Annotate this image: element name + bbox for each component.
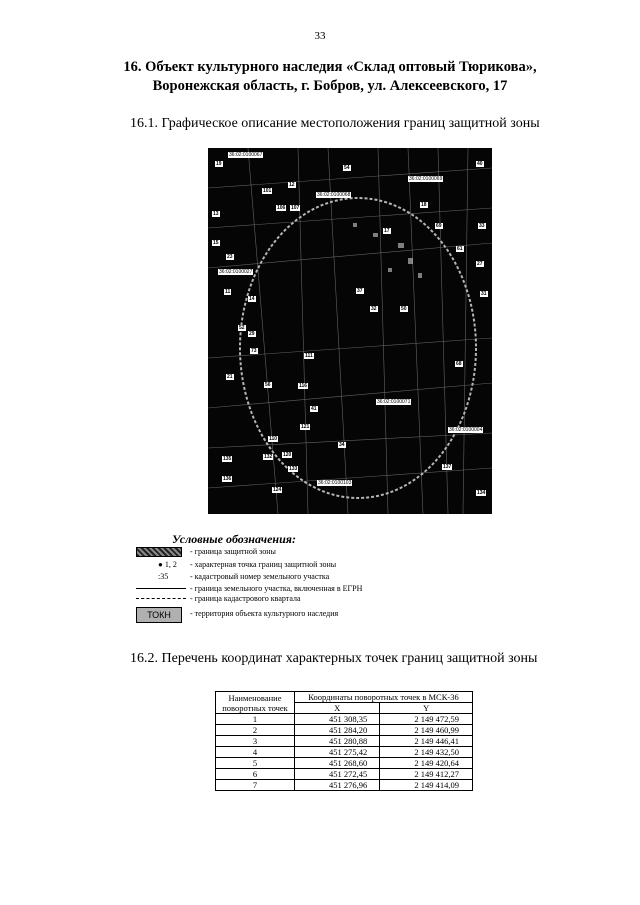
heritage-territory-swatch-icon: ТОКН <box>136 607 182 623</box>
point-label: 116 <box>299 383 308 389</box>
cell-point: 4 <box>216 747 295 758</box>
cell-point: 1 <box>216 714 295 725</box>
title-line-2: Воронежская область, г. Бобров, ул. Алексеевского, 17 <box>152 78 508 94</box>
cell-y: 2 149 414,09 <box>380 780 473 791</box>
legend-text: - характерная точка границ защитной зоны <box>190 560 337 569</box>
point-label: 107 <box>291 205 300 211</box>
point-label: 21 <box>227 374 233 380</box>
quarter-boundary-line-icon <box>136 598 186 599</box>
point-label: 27 <box>477 261 483 267</box>
section-heading-graphic: 16.1. Графическое описание местоположения границ защитной зоны <box>130 116 540 131</box>
point-label: 137 <box>443 464 452 470</box>
page-number: 33 <box>314 30 326 42</box>
cell-x: 451 284,20 <box>295 725 380 736</box>
cadastral-label: 36:02:0100004 <box>449 427 483 433</box>
legend-text: - кадастровый номер земельного участка <box>190 572 330 581</box>
cell-point: 6 <box>216 769 295 780</box>
point-label: 135 <box>223 456 232 462</box>
point-label: 14 <box>249 296 255 302</box>
cadastral-number-symbol: :35 <box>158 572 169 581</box>
point-label: 17 <box>384 228 390 234</box>
point-label: 41 <box>311 406 317 412</box>
cell-x: 451 280,88 <box>295 736 380 747</box>
cell-y: 2 149 412,27 <box>380 769 473 780</box>
point-label: 124 <box>273 487 282 493</box>
zone-boundary-swatch-icon <box>136 547 182 557</box>
point-label: 106 <box>277 205 286 211</box>
point-label: 50 <box>401 306 407 312</box>
cell-point: 2 <box>216 725 295 736</box>
cell-point: 5 <box>216 758 295 769</box>
point-label: 136 <box>223 476 232 482</box>
cell-y: 2 149 420,64 <box>380 758 473 769</box>
point-label: 121 <box>301 424 310 430</box>
point-label: 61 <box>457 246 463 252</box>
point-label: 56 <box>265 382 271 388</box>
point-label: 33 <box>479 223 485 229</box>
point-symbol-icon: ● 1, 2 <box>158 560 177 569</box>
point-label: 69 <box>436 223 442 229</box>
cell-x: 451 308,35 <box>295 714 380 725</box>
cadastral-map <box>208 148 492 514</box>
point-label: 32 <box>371 306 377 312</box>
cell-point: 3 <box>216 736 295 747</box>
table-row <box>216 769 473 780</box>
cell-y: 2 149 460,99 <box>380 725 473 736</box>
table-row <box>216 714 473 725</box>
table-row <box>216 747 473 758</box>
point-label: 11 <box>225 289 231 295</box>
point-label: 111 <box>305 353 313 359</box>
cadastral-label: 36:02:0100068 <box>317 192 351 198</box>
point-label: 132 <box>264 454 273 460</box>
cell-x: 451 276,96 <box>295 780 380 791</box>
legend-text: - граница кадастрового квартала <box>190 594 301 603</box>
point-label: 31 <box>481 291 487 297</box>
header-point-name: Наименование поворотных точек <box>216 692 295 714</box>
cell-y: 2 149 472,59 <box>380 714 473 725</box>
legend-text: - территория объекта культурного наследия <box>190 609 339 618</box>
header-coordinates: Координаты поворотных точек в МСК-36 <box>295 692 473 703</box>
point-label: 37 <box>357 288 363 294</box>
title-line-1: 16. Объект культурного наследия «Склад оптовый Тюрикова», <box>123 59 537 75</box>
table-row <box>216 780 473 791</box>
legend-text: - граница защитной зоны <box>190 547 276 556</box>
header-x: X <box>295 703 380 714</box>
section-heading-coordinates: 16.2. Перечень координат характерных точек границ защитной зоны <box>130 651 538 666</box>
point-label: 101 <box>263 188 272 194</box>
point-label: 110 <box>269 436 278 442</box>
point-label: 12 <box>289 182 295 188</box>
point-label: 34 <box>339 442 345 448</box>
cell-x: 451 272,45 <box>295 769 380 780</box>
legend-title: Условные обозначения: <box>172 532 296 546</box>
point-label: 134 <box>477 490 486 496</box>
point-label: 54 <box>344 165 350 171</box>
header-y: Y <box>380 703 473 714</box>
point-label: 29 <box>249 331 255 337</box>
point-label: 133 <box>289 466 298 472</box>
point-label: 40 <box>477 161 483 167</box>
cell-y: 2 149 432,50 <box>380 747 473 758</box>
cell-x: 451 268,60 <box>295 758 380 769</box>
point-label: 52 <box>239 325 245 331</box>
table-row <box>216 736 473 747</box>
table-row <box>216 725 473 736</box>
point-label: 15 <box>213 240 219 246</box>
point-label: 19 <box>216 161 222 167</box>
cadastral-label: 36:02:0100103 <box>318 480 352 486</box>
page-title <box>80 58 580 96</box>
cadastral-label: 36:02:0100069 <box>409 176 443 182</box>
cell-y: 2 149 446,41 <box>380 736 473 747</box>
cell-point: 7 <box>216 780 295 791</box>
table-row <box>216 758 473 769</box>
point-label: 73 <box>251 348 257 354</box>
cadastral-label: 36:02:0100027 <box>219 269 253 275</box>
cadastral-label: 36:02:0100067 <box>229 152 263 158</box>
legend-text: - граница земельного участка, включенная в ЕГРН <box>190 584 363 593</box>
point-label: 13 <box>213 211 219 217</box>
coordinates-table <box>215 691 473 791</box>
point-label: 68 <box>456 361 462 367</box>
point-label: 18 <box>421 202 427 208</box>
cadastral-label: 36:02:0100071 <box>377 399 411 405</box>
point-label: 120 <box>283 452 292 458</box>
cell-x: 451 275,42 <box>295 747 380 758</box>
point-label: 23 <box>227 254 233 260</box>
parcel-boundary-line-icon <box>136 588 186 589</box>
